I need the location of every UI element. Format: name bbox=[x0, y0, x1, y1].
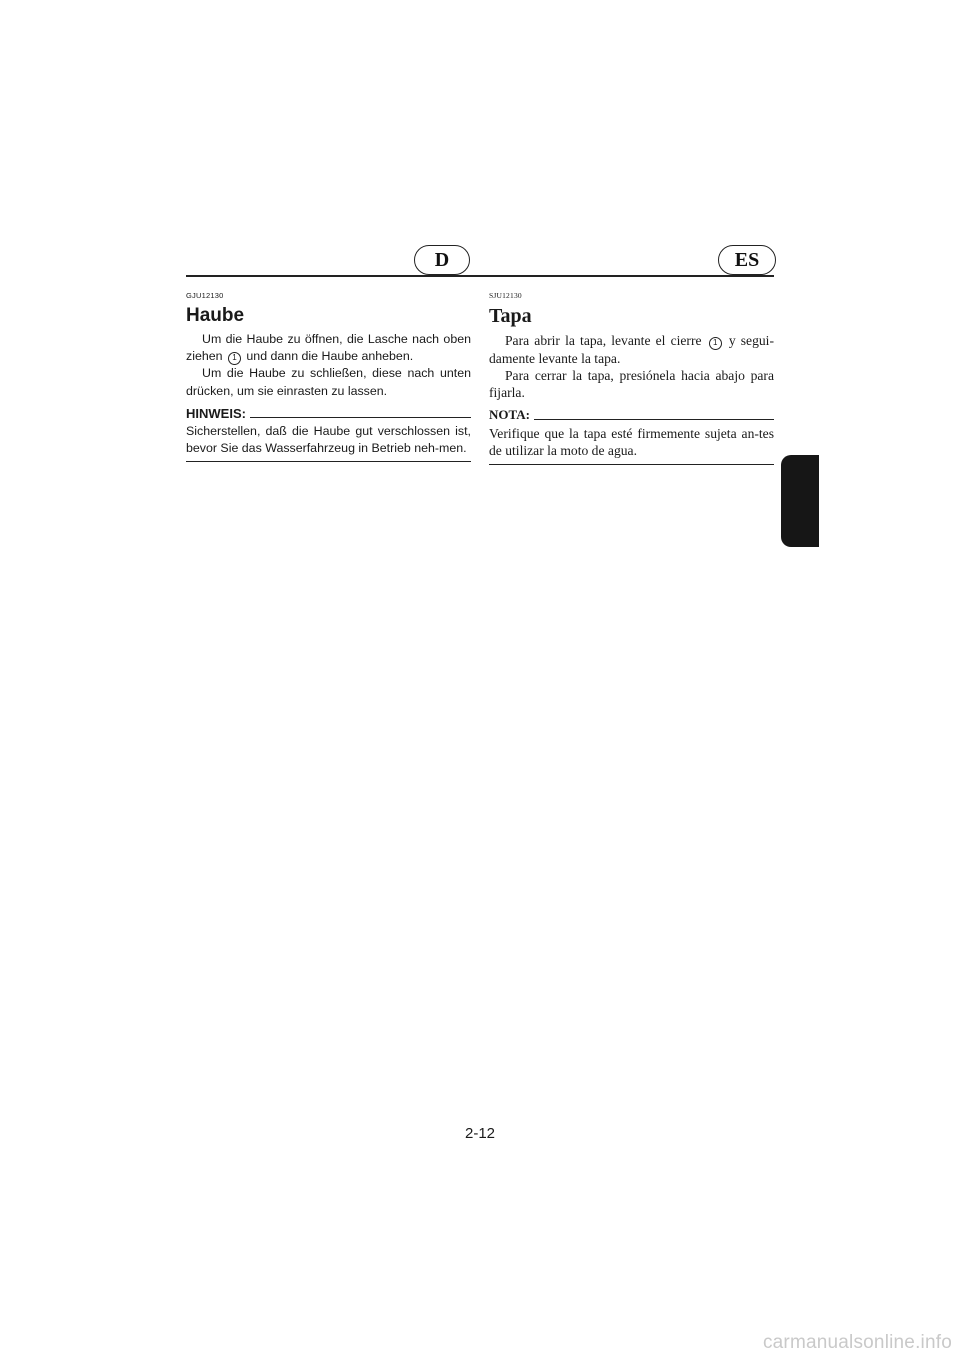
callout-marker: 1 bbox=[228, 352, 241, 365]
paragraph-text: y segui-damente levante la tapa. bbox=[489, 333, 774, 366]
section-code: SJU12130 bbox=[489, 291, 522, 300]
note-label: NOTA: bbox=[489, 407, 530, 423]
section-code: GJU12130 bbox=[186, 291, 224, 300]
section-title: Tapa bbox=[489, 305, 532, 327]
paragraph-close bbox=[489, 367, 774, 401]
paragraph-open bbox=[489, 332, 774, 367]
section-title: Haube bbox=[186, 305, 245, 326]
callout-marker: 1 bbox=[709, 337, 722, 350]
note-label: HINWEIS: bbox=[186, 405, 246, 421]
paragraph-text: Para cerrar la tapa, presiónela hacia abajo para fijarla. bbox=[489, 367, 774, 400]
paragraph-text: Um die Haube zu öffnen, die Lasche nach oben ziehen bbox=[186, 332, 471, 364]
note-text: Verifique que la tapa esté firmemente sujeta an-tes de utilizar la moto de agua. bbox=[489, 426, 774, 459]
note-end-rule bbox=[489, 464, 774, 465]
german-column bbox=[186, 291, 471, 462]
watermark-text: carmanualsonline.info bbox=[762, 1332, 952, 1353]
note-rule bbox=[534, 419, 774, 420]
note-end-rule bbox=[186, 461, 471, 462]
paragraph-open bbox=[186, 331, 471, 365]
language-badge-german: D bbox=[414, 245, 470, 275]
note-heading bbox=[186, 406, 471, 421]
note-text: Sicherstellen, daß die Haube gut verschlossen ist, bevor Sie das Wasserfahrzeug in Betrieb neh-men. bbox=[186, 423, 471, 456]
note-heading bbox=[489, 407, 774, 423]
paragraph-text: Para abrir la tapa, levante el cierre bbox=[505, 333, 707, 348]
note-rule bbox=[250, 417, 471, 418]
paragraph-text: und dann die Haube anheben. bbox=[242, 349, 414, 364]
paragraph-close bbox=[186, 365, 471, 399]
page-number: 2-12 bbox=[464, 1125, 496, 1142]
paragraph-text: Um die Haube zu schließen, diese nach unten drücken, um sie einrasten zu lassen. bbox=[186, 366, 471, 398]
language-badge-spanish: ES bbox=[718, 245, 776, 275]
spanish-column bbox=[489, 291, 774, 465]
header-rule bbox=[186, 275, 774, 277]
chapter-tab bbox=[781, 455, 819, 547]
